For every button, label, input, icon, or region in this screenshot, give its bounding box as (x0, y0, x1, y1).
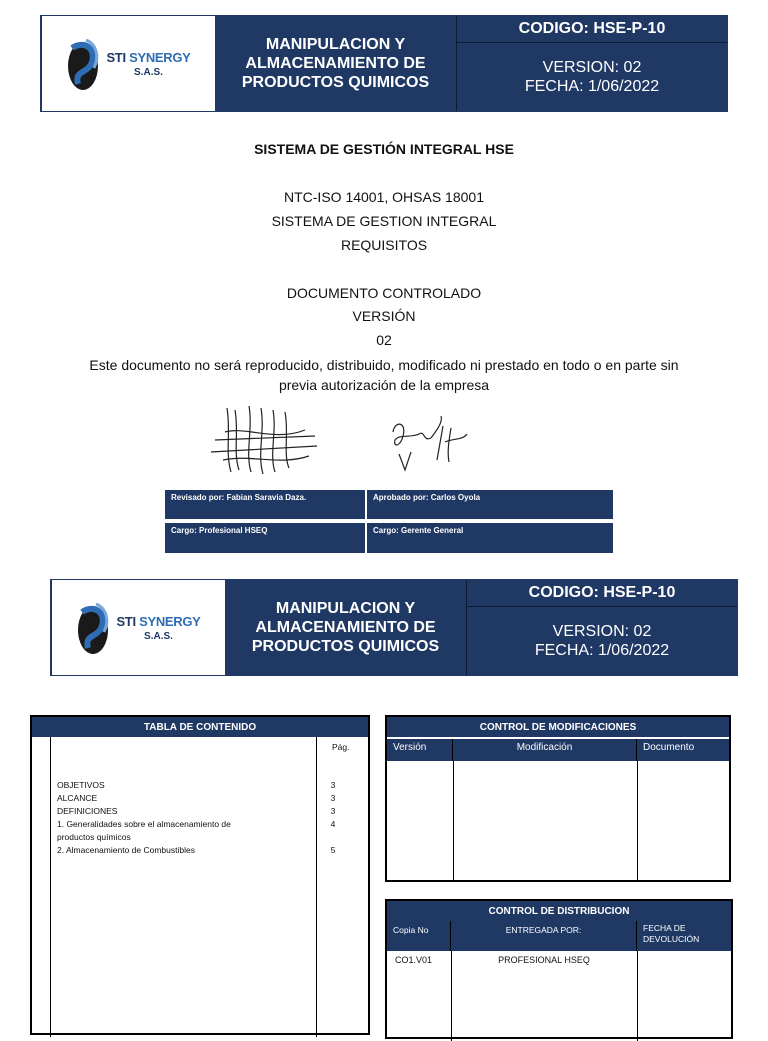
col-modification: Modificación (453, 739, 637, 761)
system-title: SISTEMA DE GESTIÓN INTEGRAL HSE (254, 141, 514, 157)
system-name-text: SISTEMA DE GESTION INTEGRAL (271, 213, 497, 229)
document-title (225, 580, 467, 675)
modifications-control (385, 715, 731, 882)
reviewer-role: Cargo: Profesional HSEQ (165, 523, 365, 553)
document-title-text: MANIPULACION Y ALMACENAMIENTO DE PRODUCTOS QUIMICOS (251, 600, 440, 655)
approver-signature (385, 412, 475, 476)
document-header-top (40, 15, 728, 112)
table-row-delivered: PROFESIONAL HSEQ (498, 955, 590, 965)
disclaimer-line-2: previa autorización de la empresa (278, 377, 490, 393)
logo-name-sti: STI (106, 49, 126, 65)
document-header-second (50, 579, 738, 676)
version-number: 02 (376, 332, 392, 348)
logo-name-synergy: SYNERGY (129, 49, 191, 65)
col-version: Versión (387, 739, 453, 761)
disclaimer-line-1: Este documento no será reproducido, distribuido, modificado ni prestado en todo o en parte sin (89, 357, 679, 373)
col-copy-number: Copia No (387, 921, 451, 951)
toc-title: TABLA DE CONTENIDO (32, 717, 368, 737)
logo-emblem-icon (66, 34, 102, 94)
col-delivered-by: ENTREGADA POR: (451, 921, 637, 951)
toc-item-page: 3 (330, 780, 336, 790)
document-date: FECHA: 1/06/2022 (524, 78, 660, 95)
distribution-title: CONTROL DE DISTRIBUCION (387, 901, 731, 921)
modifications-title: CONTROL DE MODIFICACIONES (387, 717, 729, 737)
toc-item-page: 5 (330, 845, 336, 855)
reviewed-by: Revisado por: Fabian Saravia Daza. (165, 490, 365, 519)
logo-cell (41, 16, 215, 111)
approver-role: Cargo: Gerente General (367, 523, 613, 553)
toc-item-label: OBJETIVOS (57, 780, 105, 790)
toc-item-label: DEFINICIONES (57, 806, 118, 816)
toc-item-page: 4 (330, 819, 336, 829)
table-row-copy: CO1.V01 (395, 955, 433, 965)
approval-table (165, 490, 613, 553)
toc-page-header: Pág. (332, 742, 350, 752)
logo-suffix: S.A.S. (134, 66, 163, 78)
document-title (215, 16, 457, 111)
document-version: VERSION: 02 (542, 59, 642, 76)
company-logo (66, 34, 190, 94)
company-logo (76, 598, 200, 658)
toc-item-label: 2. Almacenamiento de Combustibles (57, 845, 195, 855)
list-item (57, 805, 357, 818)
toc-item-label: 1. Generalidades sobre el almacenamiento de (57, 819, 231, 829)
reviewer-signature (205, 402, 320, 480)
document-code: CODIGO: HSE-P-10 (467, 580, 737, 607)
norms-text: NTC-ISO 14001, OHSAS 18001 (284, 189, 484, 205)
requisitos-text: REQUISITOS (340, 237, 428, 253)
distribution-control (385, 899, 733, 1039)
document-version: VERSION: 02 (552, 623, 652, 640)
document-title-text: MANIPULACION Y ALMACENAMIENTO DE PRODUCTOS QUIMICOS (241, 36, 430, 91)
toc-list (57, 779, 357, 857)
logo-name-sti: STI (116, 613, 136, 629)
document-code: CODIGO: HSE-P-10 (457, 16, 727, 43)
list-item (57, 844, 357, 857)
version-label: VERSIÓN (352, 308, 416, 324)
list-item (57, 818, 357, 831)
list-item (57, 792, 357, 805)
col-return-date-line-2: DEVOLUCIÓN (643, 934, 700, 944)
approved-by: Aprobado por: Carlos Oyola (367, 490, 613, 519)
col-return-date-line-1: FECHA DE (643, 923, 686, 933)
logo-name-synergy: SYNERGY (139, 613, 201, 629)
logo-emblem-icon (76, 598, 112, 658)
logo-cell (51, 580, 225, 675)
col-return-date (637, 921, 731, 951)
logo-suffix: S.A.S. (144, 630, 173, 642)
document-date: FECHA: 1/06/2022 (534, 642, 670, 659)
toc-item-page: 3 (330, 793, 336, 803)
toc-item-page: 3 (330, 806, 336, 816)
document-meta (457, 16, 727, 111)
list-item (57, 779, 357, 792)
toc-item-label: ALCANCE (57, 793, 98, 803)
controlled-document-text: DOCUMENTO CONTROLADO (286, 285, 482, 301)
list-item (57, 831, 357, 844)
toc-item-page (323, 831, 343, 844)
table-of-contents (30, 715, 370, 1035)
document-meta (467, 580, 737, 675)
toc-item-label: productos químicos (57, 832, 131, 842)
col-document: Documento (643, 742, 695, 753)
